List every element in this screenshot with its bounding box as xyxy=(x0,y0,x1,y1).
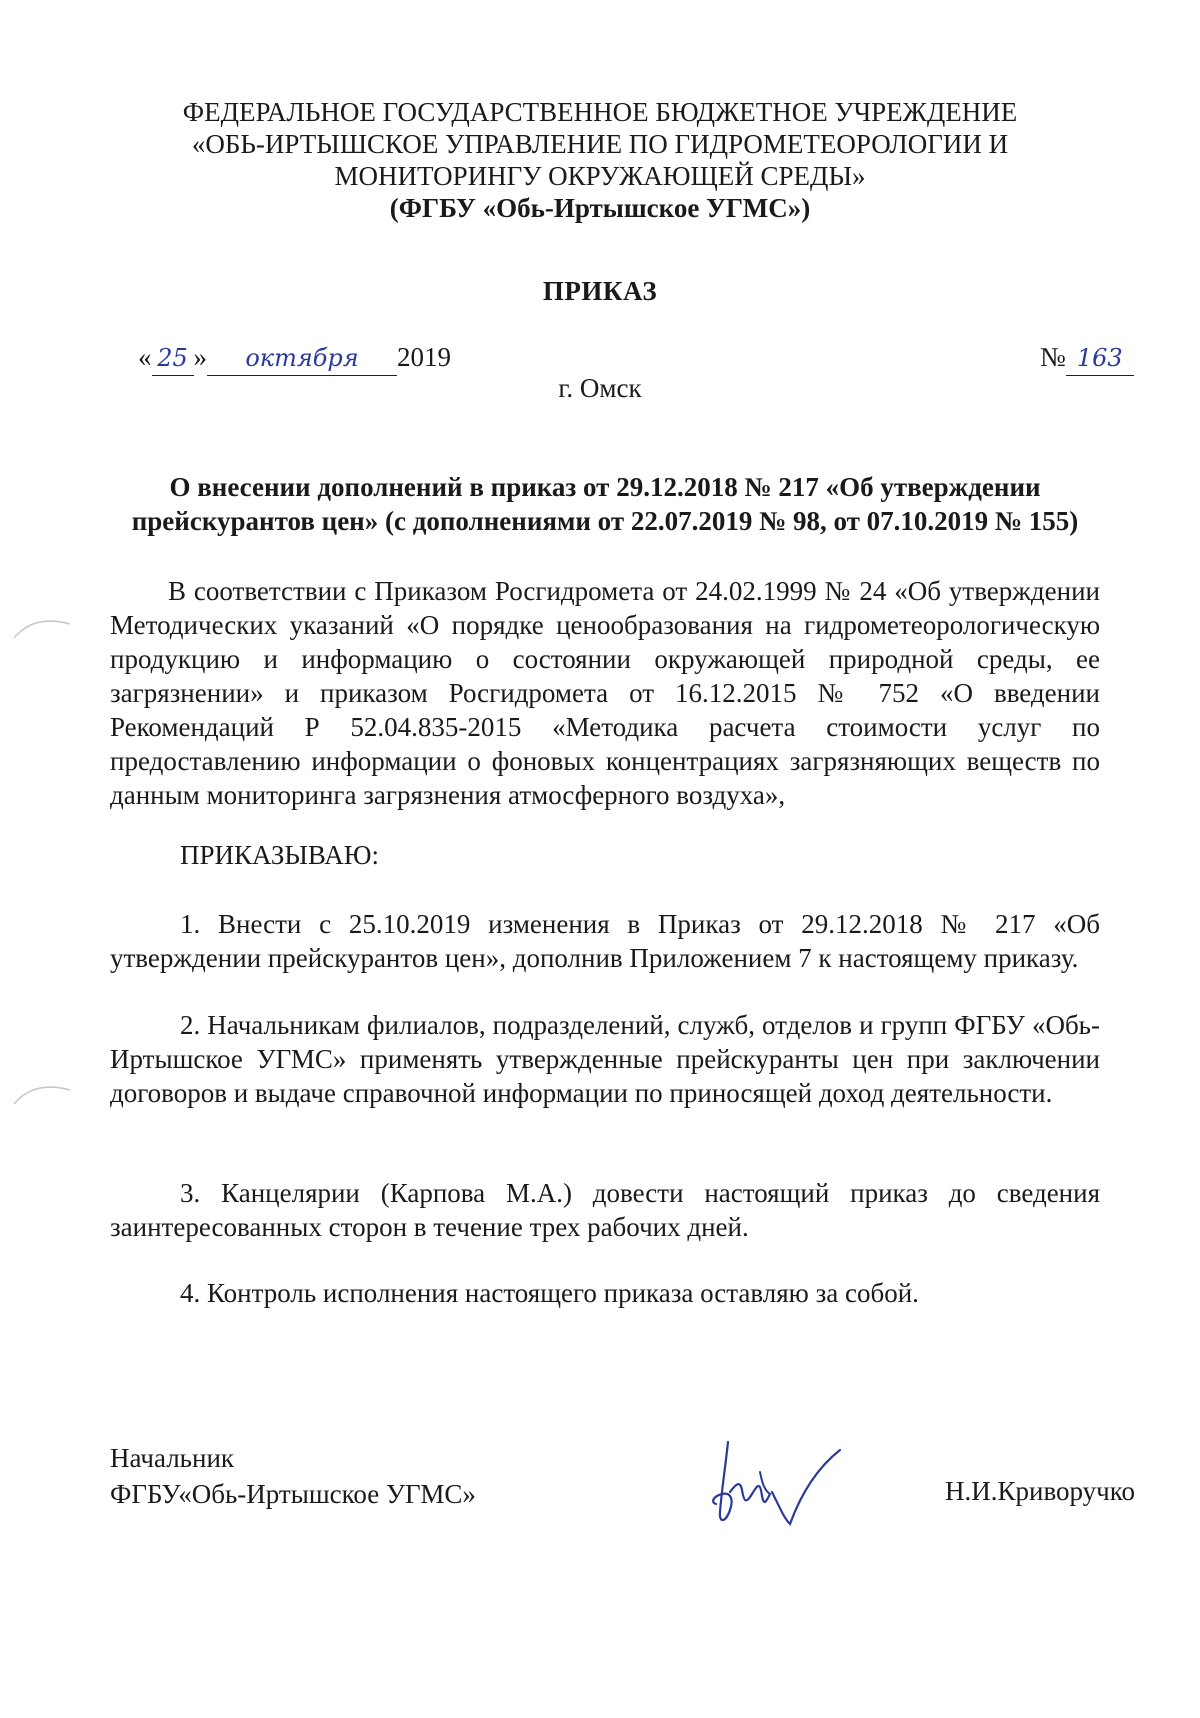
order-item-4: 4. Контроль исполнения настоящего приказа оставляю за собой. xyxy=(180,1278,919,1308)
org-name-line-1: ФЕДЕРАЛЬНОЕ ГОСУДАРСТВЕННОЕ БЮДЖЕТНОЕ УЧРЕЖДЕНИЕ xyxy=(182,97,1018,127)
order-item-1: 1. Внести с 25.10.2019 изменения в Приказ от 29.12.2018 № 217 «Об утверждении прейскурантов цен», дополнив Приложением 7 к настоящему приказу. xyxy=(110,909,1100,973)
signer-name: Н.И.Криворучко xyxy=(945,1476,1135,1506)
order-item-3: 3. Канцелярии (Карпова М.А.) довести настоящий приказ до сведения заинтересованных сторон в течение трех рабочих дней. xyxy=(110,1178,1100,1242)
hole-punch-mark xyxy=(12,612,72,642)
signer-position-line-2: ФГБУ«Обь-Иртышское УГМС» xyxy=(110,1479,476,1509)
order-date xyxy=(138,340,451,376)
org-name-line-3: МОНИТОРИНГУ ОКРУЖАЮЩЕЙ СРЕДЫ» xyxy=(334,161,866,191)
city: г. Омск xyxy=(558,373,642,403)
signer-position-line-1: Начальник xyxy=(110,1443,235,1473)
signer-position xyxy=(110,1440,476,1512)
org-abbreviation: (ФГБУ «Обь-Иртышское УГМС») xyxy=(389,193,811,223)
order-item-2: 2. Начальникам филиалов, подразделений, служб, отделов и групп ФГБУ «Обь-Иртышское УГМС» применять утвержденные прейскуранты цен при заключении договоров и выдаче справочной информации по приносящей доход деятельности. xyxy=(110,1010,1100,1108)
date-month-handwritten: октября xyxy=(207,341,397,376)
date-day-handwritten: 25 xyxy=(152,341,194,376)
date-close-quote: » xyxy=(193,342,207,372)
hole-punch-mark xyxy=(12,1078,72,1108)
handwritten-signature xyxy=(700,1432,850,1532)
date-year: 2019 xyxy=(397,342,451,372)
date-open-quote: « xyxy=(138,342,152,372)
preamble-paragraph: В соответствии с Приказом Росгидромета от 24.02.1999 № 24 «Об утверждении Методических указаний «О порядке ценообразования на гидрометеорологическую продукцию и информацию о состоянии окружающей природной среды, ее загрязнении» и приказом Росгидромета от 16.12.2015 № 752 «О введении Рекомендаций Р 52.04.835-2015 «Методика расчета стоимости услуг по предоставлению информации о фоновых концентрациях загрязняющих веществ по данным мониторинга загрязнения атмосферного воздуха», xyxy=(110,576,1100,810)
order-subject: О внесении дополнений в приказ от 29.12.2018 № 217 «Об утверждении прейскурантов цен» (с дополнениями от 22.07.2019 № 98, от 07.10.2019 № 155) xyxy=(131,472,1079,536)
organization-header xyxy=(100,96,1100,224)
document-type: ПРИКАЗ xyxy=(542,276,658,306)
org-name-line-2: «ОБЬ-ИРТЫШСКОЕ УПРАВЛЕНИЕ ПО ГИДРОМЕТЕОРОЛОГИИ И xyxy=(191,129,1009,159)
number-value-handwritten: 163 xyxy=(1066,341,1134,376)
order-word: ПРИКАЗЫВАЮ: xyxy=(180,840,379,870)
order-number xyxy=(1040,340,1134,376)
number-label: № xyxy=(1040,342,1066,372)
